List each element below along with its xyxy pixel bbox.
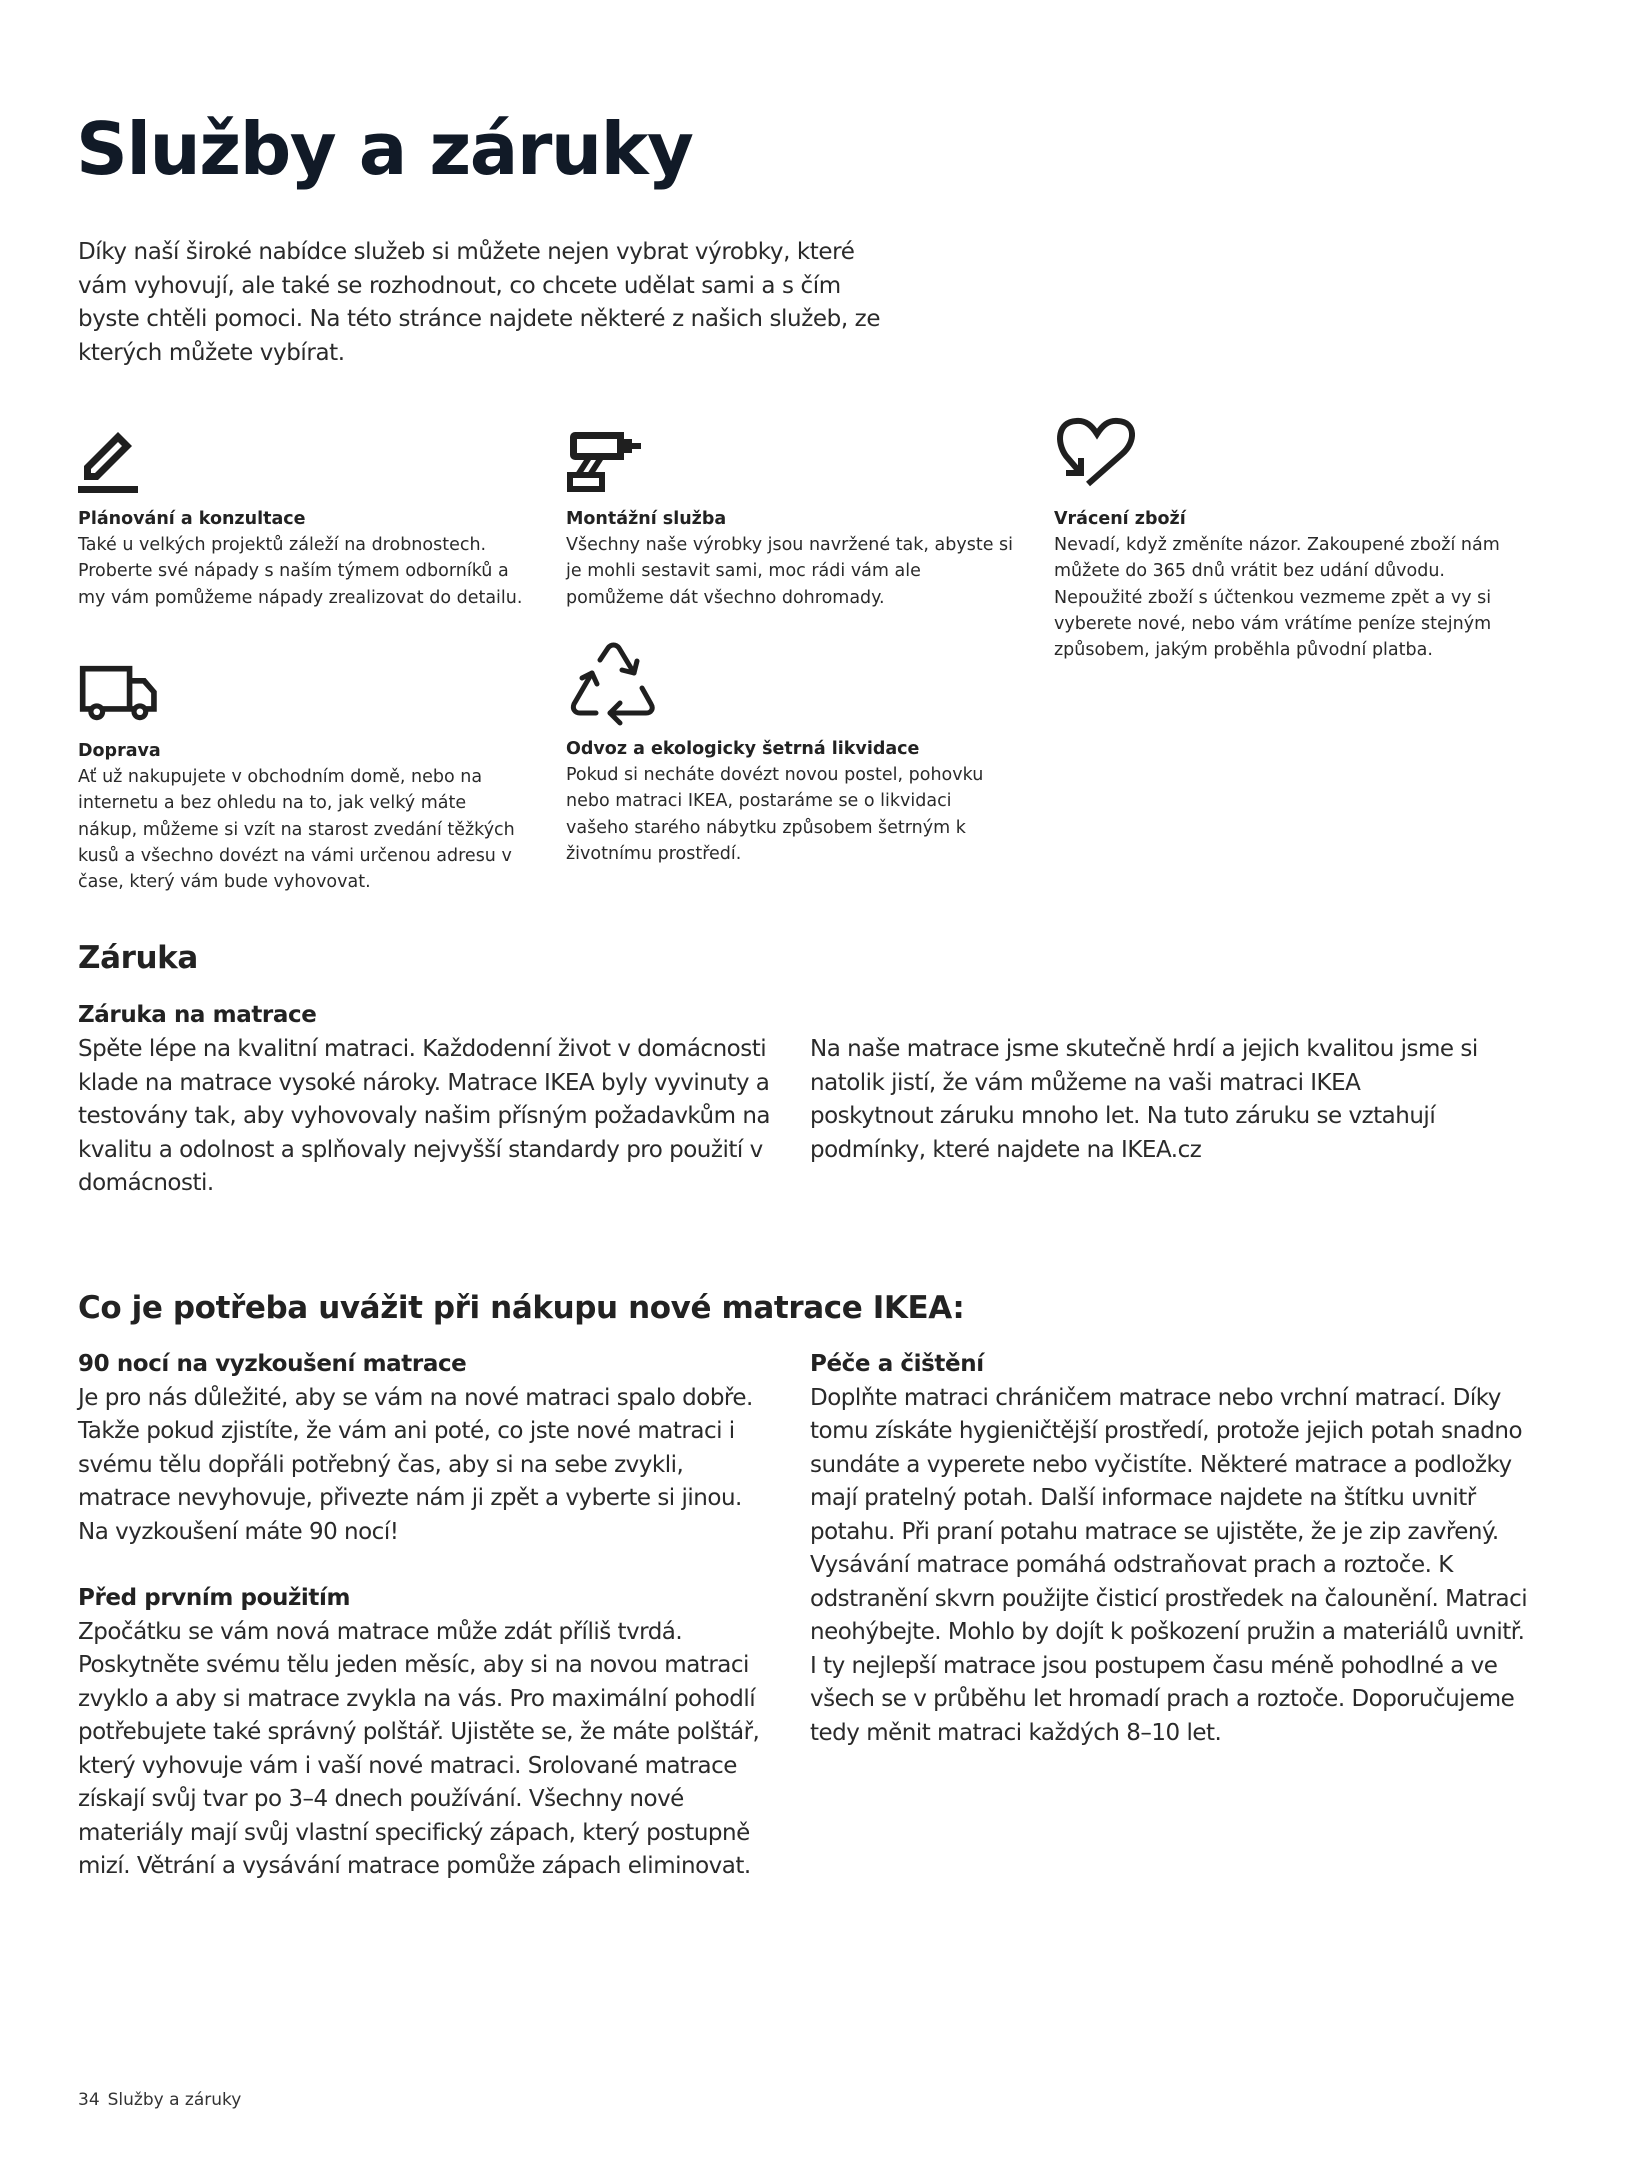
care-section (810, 1348, 1530, 1750)
service-planning (78, 428, 528, 611)
service-disposal (566, 640, 1016, 867)
service-title: Odvoz a ekologicky šetrná likvidace (566, 739, 920, 759)
considerations-heading: Co je potřeba uvážit při nákupu nové matrace IKEA: (78, 1290, 965, 1326)
page-footer (78, 2088, 241, 2112)
care-text: Doplňte matraci chráničem matrace nebo vrchní matrací. Díky tomu získáte hygieničtější prostředí, protože jejich potah snadno sundáte a vyperete nebo vyčistíte. Některé matrace a podložky mají pratelný potah. Další informace najdete na štítku uvnitř potahu. Při praní potahu matrace se ujistěte, že je zip zavřený. Vysávání matrace pomáhá odstraňovat prach a roztoče. K odstranění skvrn použijte čisticí prostředek na čalounění. Matraci neohýbejte. Mohlo by dojít k poškození pružin a materiálů uvnitř. I ty nejlepší matrace jsou postupem času méně pohodlné a ve všech se v průběhu let hromadí prach a roztoče. Doporučujeme tedy měnit matraci každých 8–10 let. (810, 1384, 1528, 1746)
trial-section (78, 1348, 778, 1549)
heart-return-icon (1054, 416, 1144, 494)
service-title: Plánování a konzultace (78, 509, 306, 529)
service-returns (1054, 416, 1504, 663)
truck-icon (78, 660, 168, 726)
trial-text: Je pro nás důležité, aby se vám na nové matraci spalo dobře. Takže pokud zjistíte, že vám ani poté, co jste nové matraci i svému tělu dopřáli potřebný čas, aby si na sebe zvykli, matrace nevyhovuje, přivezte nám ji zpět a vyberte si jinou. Na vyzkoušení máte 90 nocí! (78, 1384, 753, 1545)
service-text: Ať už nakupujete v obchodním domě, nebo na internetu a bez ohledu na to, jak velký máte nákup, můžeme si vzít na starost zvedání těžkých kusů a všechno dovézt na vámi určenou adresu v čase, který vám bude vyhovovat. (78, 767, 515, 893)
recycle-icon (566, 640, 656, 736)
service-title: Montážní služba (566, 509, 727, 529)
first-use-section (78, 1582, 778, 1884)
trial-title: 90 nocí na vyzkoušení matrace (78, 1351, 467, 1377)
service-text: Všechny naše výrobky jsou navržené tak, abyste si je mohli sestavit sami, moc rádi vám ale pomůžeme dát všechno dohromady. (566, 535, 1014, 608)
service-text: Nevadí, když změníte názor. Zakoupené zboží nám můžete do 365 dnů vrátit bez udání důvodu. Nepoužité zboží s účtenkou vezmeme zpět a vy si vyberete nové, nebo vám vrátíme peníze stejným způsobem, jakým proběhla původní platba. (1054, 535, 1500, 661)
warranty-right-text: Na naše matrace jsme skutečně hrdí a jejich kvalitou jsme si natolik jistí, že vám můžeme na vaši matraci IKEA poskytnout záruku mnoho let. Na tuto záruku se vztahují podmínky, které najdete na IKEA.cz (810, 1036, 1478, 1163)
page-number: 34 (78, 2090, 100, 2110)
first-use-title: Před prvním použitím (78, 1585, 351, 1611)
warranty-heading: Záruka (78, 940, 198, 976)
service-title: Vrácení zboží (1054, 509, 1186, 529)
intro-paragraph: Díky naší široké nabídce služeb si můžete nejen vybrat výrobky, které vám vyhovují, ale také se rozhodnout, co chcete udělat sami a s čím byste chtěli pomoci. Na této stránce najdete některé z našich služeb, ze kterých můžete vybírat. (78, 239, 881, 366)
service-text: Také u velkých projektů záleží na drobnostech. Proberte své nápady s naším týmem odborníků a my vám pomůžeme nápady zrealizovat do detailu. (78, 535, 523, 608)
drill-icon (566, 428, 656, 494)
service-assembly (566, 428, 1016, 611)
page-title: Služby a záruky (76, 107, 693, 191)
service-title: Doprava (78, 741, 161, 761)
service-text: Pokud si necháte dovézt novou postel, pohovku nebo matraci IKEA, postaráme se o likvidaci vašeho starého nábytku způsobem šetrným k životnímu prostředí. (566, 765, 984, 864)
first-use-text: Zpočátku se vám nová matrace může zdát příliš tvrdá. Poskytněte svému tělu jeden měsíc, aby si na novou matraci zvyklo a aby si matrace zvykla na vás. Pro maximální pohodlí potřebujete také správný polštář. Ujistěte se, že máte polštář, který vyhovuje vám i vaší nové matraci. Srolované matrace získají svůj tvar po 3–4 dnech používání. Všechny nové materiály mají svůj vlastní specifický zápach, který postupně mizí. Větrání a vysávání matrace pomůže zápach eliminovat. (78, 1618, 760, 1879)
service-delivery (78, 660, 528, 895)
care-title: Péče a čištění (810, 1351, 984, 1377)
footer-section-title: Služby a záruky (107, 2090, 242, 2110)
warranty-subheading: Záruka na matrace (78, 1002, 317, 1028)
pencil-icon (78, 428, 168, 494)
warranty-left-text: Spěte lépe na kvalitní matraci. Každodenní život v domácnosti klade na matrace vysoké nároky. Matrace IKEA byly vyvinuty a testovány tak, aby vyhovovaly našim přísným požadavkům na kvalitu a odolnost a splňovaly nejvyšší standardy pro použití v domácnosti. (78, 1036, 771, 1196)
